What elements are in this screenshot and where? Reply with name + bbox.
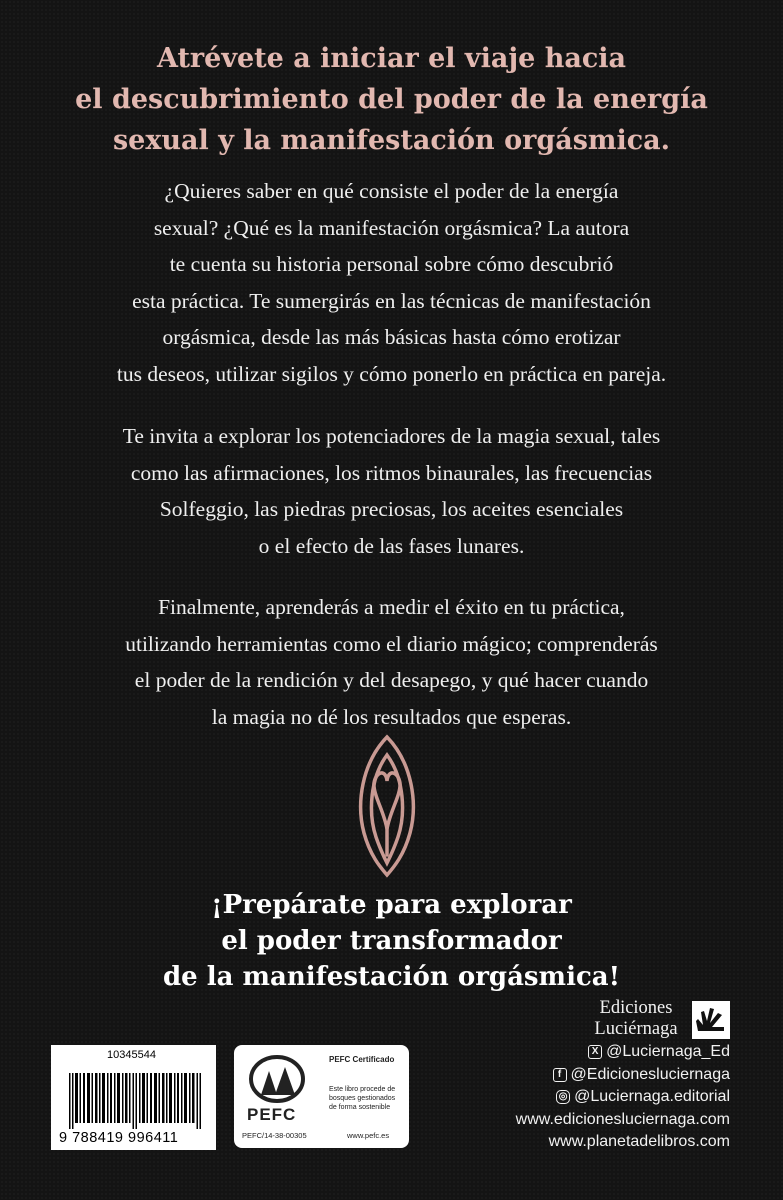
- facebook-icon: f: [553, 1068, 567, 1082]
- publisher-name: [592, 998, 680, 1040]
- text-line: o el efecto de las fases lunares.: [258, 533, 525, 558]
- pefc-certified: PEFC Certificado: [329, 1055, 395, 1064]
- closing-line: de la manifestación orgásmica!: [162, 962, 621, 992]
- headline-line: el descubrimiento del poder de la energía: [75, 84, 708, 115]
- paragraph-finally: [0, 589, 783, 735]
- website-url: www.edicionesluciernaga.com: [515, 1110, 730, 1128]
- social-row-x[interactable]: [516, 1041, 730, 1064]
- barcode-isbn: 9 788419 996411: [59, 1130, 179, 1146]
- pefc-url: www.pefc.es: [347, 1131, 390, 1140]
- text-line: Solfeggio, las piedras preciosas, los aceites esenciales: [159, 497, 624, 521]
- publisher-line: Ediciones: [599, 998, 673, 1018]
- pefc-code: PEFC/14-38-00305: [242, 1131, 307, 1140]
- instagram-icon: ◎: [556, 1090, 570, 1104]
- text-line: Finalmente, aprenderás a medir el éxito en tu práctica,: [158, 595, 625, 619]
- website-link[interactable]: [516, 1131, 730, 1154]
- text-line: te cuenta su historia personal sobre cómo descubrió: [169, 252, 614, 276]
- barcode-code: 10345544: [107, 1049, 156, 1061]
- text-line: la magia no dé los resultados que esperas.: [211, 704, 572, 729]
- social-row-facebook[interactable]: [516, 1064, 730, 1087]
- text-line: utilizando herramientas como el diario mágico; comprenderás: [125, 631, 658, 656]
- pefc-label: PEFC: [247, 1105, 297, 1124]
- text-line: orgásmica, desde las más básicas hasta cómo erotizar: [162, 325, 621, 349]
- text-line: como las afirmaciones, los ritmos binaurales, las frecuencias: [130, 460, 653, 485]
- pefc-description: Este libro procede de bosques gestionados de forma sostenible: [329, 1086, 396, 1111]
- paragraph-potentiators: [0, 418, 783, 564]
- closing-line: el poder transformador: [221, 926, 562, 956]
- x-icon: X: [588, 1045, 602, 1059]
- text-line: esta práctica. Te sumergirás en las técnicas de manifestación: [132, 288, 651, 313]
- headline-line: sexual y la manifestación orgásmica.: [112, 125, 671, 156]
- website-url: www.planetadelibros.com: [548, 1133, 730, 1151]
- emblem-icon: [352, 733, 422, 878]
- pefc-tree-icon: [247, 1055, 307, 1103]
- text-line: Te invita a explorar los potenciadores de la magia sexual, tales: [122, 424, 661, 448]
- text-line: ¿Quieres saber en qué consiste el poder de la energía: [164, 179, 619, 203]
- headline-line: Atrévete a iniciar el viaje hacia: [156, 43, 627, 74]
- closing-call-to-action: [0, 887, 783, 995]
- closing-line: ¡Prepárate para explorar: [211, 890, 572, 920]
- x-handle: @Luciernaga_Ed: [606, 1043, 730, 1060]
- social-links: [516, 1041, 730, 1154]
- barcode-bars-icon: [69, 1073, 204, 1129]
- barcode: [51, 1045, 216, 1150]
- text-line: sexual? ¿Qué es la manifestación orgásmica? La autora: [153, 215, 630, 240]
- website-link[interactable]: [516, 1109, 730, 1132]
- instagram-handle: @Luciernaga.editorial: [574, 1088, 730, 1106]
- paragraph-intro: [0, 173, 783, 392]
- facebook-handle: @Edicionesluciernaga: [570, 1065, 730, 1083]
- publisher-logo-icon: [692, 1001, 730, 1039]
- text-line: el poder de la rendición y del desapego, y qué hacer cuando: [134, 668, 649, 692]
- social-row-instagram[interactable]: [516, 1086, 730, 1109]
- headline: [0, 38, 783, 161]
- publisher-line: Luciérnaga: [594, 1019, 678, 1039]
- text-line: tus deseos, utilizar sigilos y cómo ponerlo en práctica en pareja.: [116, 361, 667, 386]
- pefc-certification: [234, 1045, 409, 1148]
